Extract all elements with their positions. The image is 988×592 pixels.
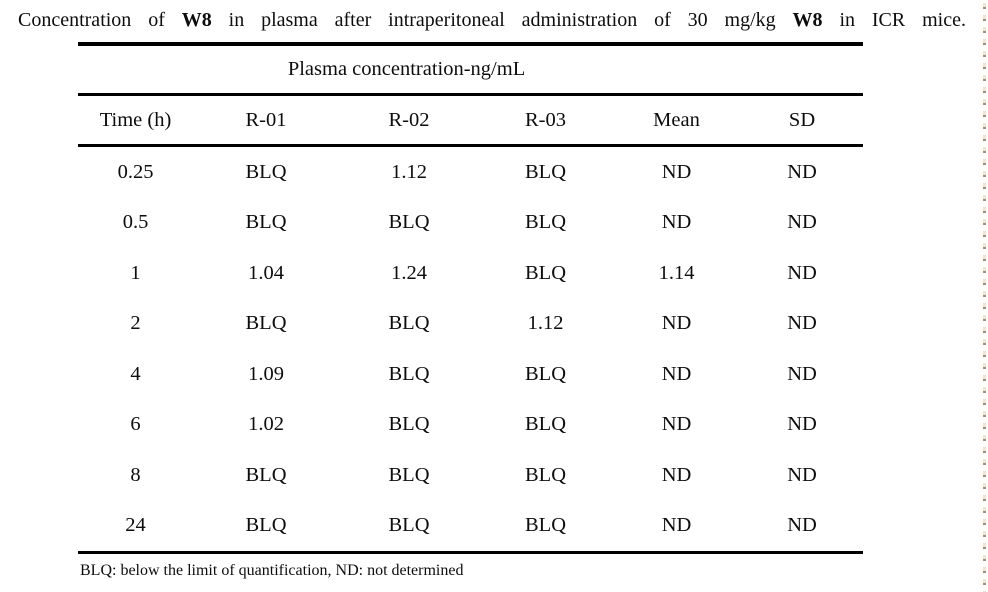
table-cell: ND (787, 160, 817, 183)
table-cell: 1.02 (248, 413, 284, 436)
table-cell: ND (661, 463, 692, 486)
table-cell: ND (661, 362, 692, 385)
table-row (78, 198, 863, 249)
table-cell: 1.12 (391, 160, 427, 183)
table-footnote: BLQ: below the limit of quantification, ND: not determined (80, 562, 464, 579)
table-cell: 1.24 (391, 261, 427, 284)
column-header: Mean (612, 95, 741, 146)
table-cell: ND (787, 211, 817, 234)
table-cell: 6 (130, 413, 141, 436)
table-cell: BLQ (245, 312, 287, 335)
table-cell: BLQ (388, 211, 430, 234)
table-row (78, 146, 863, 198)
table-cell: 0.25 (117, 160, 154, 183)
table-cell: ND (787, 312, 817, 335)
table-cell: ND (741, 501, 863, 553)
table-cell: 1.04 (248, 261, 284, 284)
table-cell: 1.14 (658, 261, 695, 284)
table-cell: BLQ (339, 501, 479, 553)
title-compound-name: W8 (181, 9, 212, 31)
table-cell: 0.5 (122, 211, 149, 234)
table-row (78, 450, 863, 501)
table-header-row (78, 95, 863, 146)
table-cell: BLQ (388, 413, 430, 436)
column-header: R-02 (339, 95, 479, 146)
table-caption: Plasma concentration-ng/mL (78, 44, 863, 95)
table-cell: ND (661, 312, 692, 335)
table-cell: BLQ (525, 362, 566, 385)
table-cell: ND (787, 413, 817, 436)
table-cell: BLQ (479, 501, 612, 553)
table-row (78, 400, 863, 451)
table-cell: 1 (130, 261, 141, 284)
table-caption-row (78, 44, 863, 95)
table-cell: ND (787, 261, 817, 284)
table-cell: ND (612, 501, 741, 553)
table-cell: ND (661, 211, 692, 234)
table-cell: BLQ (525, 211, 566, 234)
table-cell: BLQ (525, 463, 566, 486)
table-cell: 1.12 (527, 312, 564, 335)
table-cell: BLQ (245, 211, 287, 234)
table-cell: 2 (130, 312, 141, 335)
table-cell: BLQ (388, 362, 430, 385)
table-title (18, 8, 966, 32)
column-header: R-03 (479, 95, 612, 146)
title-text: in plasma after intraperitoneal administration of 30 mg/kg (211, 9, 793, 31)
table-cell: ND (787, 463, 817, 486)
table-row (78, 299, 863, 350)
table-cell: BLQ (525, 261, 566, 284)
table-cell: 24 (78, 501, 193, 553)
table-row (78, 248, 863, 299)
table-cell: 8 (130, 463, 141, 486)
column-header: Time (h) (78, 95, 193, 146)
table-cell: BLQ (388, 312, 430, 335)
title-text: Concentration of (18, 9, 182, 31)
column-header: R-01 (193, 95, 339, 146)
table-cell: ND (787, 362, 817, 385)
table-cell: BLQ (525, 160, 566, 183)
table-cell: BLQ (245, 463, 287, 486)
table-row (78, 501, 863, 553)
plasma-concentration-table (78, 42, 863, 554)
title-compound-name: W8 (792, 9, 823, 31)
table-cell: 1.09 (248, 362, 284, 385)
table-row (78, 349, 863, 400)
table-cell: BLQ (245, 160, 287, 183)
table-cell: ND (661, 413, 692, 436)
column-header: SD (741, 95, 863, 146)
table-cell: 4 (130, 362, 141, 385)
table-body (78, 146, 863, 553)
page-edge-dotted-artifact (983, 0, 986, 592)
table-cell: BLQ (193, 501, 339, 553)
table-cell: ND (661, 160, 692, 183)
table-cell: BLQ (388, 463, 430, 486)
table-cell: BLQ (525, 413, 566, 436)
title-text: in ICR mice. (822, 9, 966, 31)
